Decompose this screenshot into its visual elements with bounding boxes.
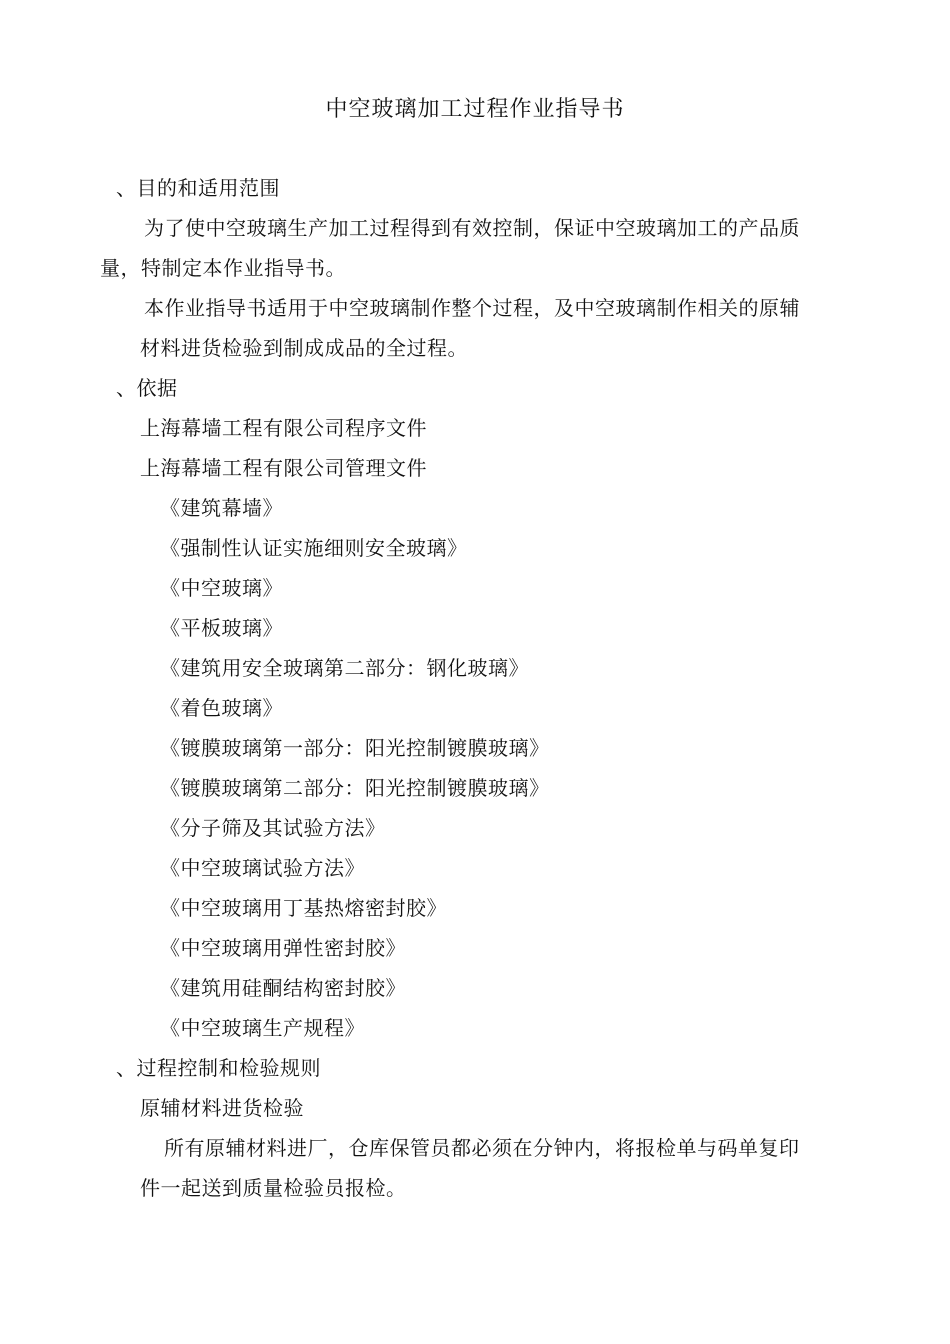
standard-item: 《中空玻璃用弹性密封胶》 <box>160 936 406 960</box>
section1-para2-line1: 本作业指导书适用于中空玻璃制作整个过程，及中空玻璃制作相关的原辅 <box>144 296 800 320</box>
section1-para1-line1: 为了使中空玻璃生产加工过程得到有效控制，保证中空玻璃加工的产品质 <box>144 216 800 240</box>
standard-item: 《建筑幕墙》 <box>160 496 283 520</box>
section2-doc2: 上海幕墙工程有限公司管理文件 <box>140 456 427 480</box>
standard-item: 《镀膜玻璃第二部分：阳光控制镀膜玻璃》 <box>160 776 550 800</box>
section3-para1-line2: 件一起送到质量检验员报检。 <box>140 1176 407 1200</box>
section1-para2-line2: 材料进货检验到制成成品的全过程。 <box>140 336 468 360</box>
section3-para1-line1: 所有原辅材料进厂，仓库保管员都必须在分钟内，将报检单与码单复印 <box>164 1136 800 1160</box>
standard-item: 《着色玻璃》 <box>160 696 283 720</box>
standard-item: 《中空玻璃生产规程》 <box>160 1016 365 1040</box>
standard-item: 《强制性认证实施细则安全玻璃》 <box>160 536 468 560</box>
document-title: 中空玻璃加工过程作业指导书 <box>325 97 625 122</box>
standard-item: 《中空玻璃用丁基热熔密封胶》 <box>160 896 447 920</box>
section1-heading: 、目的和适用范围 <box>116 176 280 200</box>
standard-item: 《建筑用安全玻璃第二部分：钢化玻璃》 <box>160 656 529 680</box>
section3-subheading: 原辅材料进货检验 <box>140 1096 304 1120</box>
standard-item: 《平板玻璃》 <box>160 616 283 640</box>
section3-heading: 、过程控制和检验规则 <box>116 1056 321 1080</box>
section2-heading: 、依据 <box>116 376 178 400</box>
section1-para1-line2: 量，特制定本作业指导书。 <box>100 256 346 280</box>
standard-item: 《中空玻璃试验方法》 <box>160 856 365 880</box>
standard-item: 《分子筛及其试验方法》 <box>160 816 386 840</box>
standard-item: 《建筑用硅酮结构密封胶》 <box>160 976 406 1000</box>
standard-item: 《镀膜玻璃第一部分：阳光控制镀膜玻璃》 <box>160 736 550 760</box>
section2-doc1: 上海幕墙工程有限公司程序文件 <box>140 416 427 440</box>
standard-item: 《中空玻璃》 <box>160 576 283 600</box>
